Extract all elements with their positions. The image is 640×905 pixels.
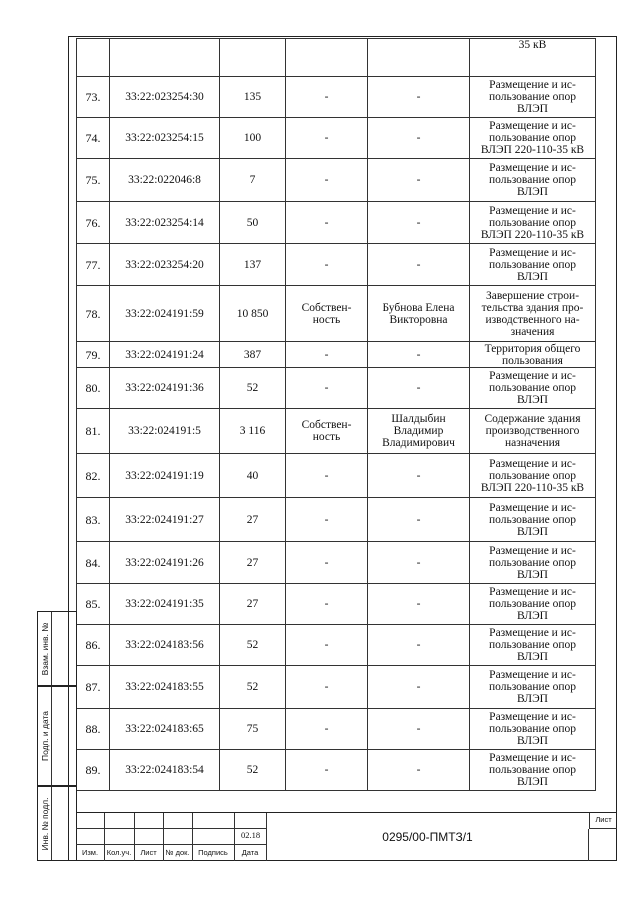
row-number-cell: 89. [77,750,110,791]
right-type-cell: - [286,625,368,666]
document-code: 0295/00-ПМТЗ/1 [382,830,473,844]
cadastral-number-cell: 33:22:024191:35 [110,584,220,625]
table-row [77,159,596,202]
area-cell: 387 [220,342,286,368]
owner-cell: - [368,750,470,791]
purpose-cell: Размещение и ис- пользование опор ВЛЭП [470,625,596,666]
side-stamp-label: Подп. и дата [39,710,50,762]
area-cell: 52 [220,666,286,709]
purpose-cell: 35 кВ [470,39,596,77]
side-stamp-label: Взам. инв. № [39,622,50,675]
col-list: Лист [140,848,157,857]
sheet-number-cell [588,829,617,861]
table-row [77,202,596,244]
right-type-cell: - [286,244,368,286]
right-type-cell: - [286,584,368,625]
purpose-cell: Территория общего пользования [470,342,596,368]
table-row [77,368,596,409]
area-cell: 7 [220,159,286,202]
cadastral-number-cell: 33:22:024191:36 [110,368,220,409]
side-stamp-inv-podl [37,786,77,861]
area-cell: 137 [220,244,286,286]
title-block [76,812,617,861]
cadastral-number-cell: 33:22:022046:8 [110,159,220,202]
cadastral-number-cell: 33:22:024183:55 [110,666,220,709]
owner-cell: - [368,666,470,709]
right-type-cell: - [286,709,368,750]
right-type-cell: - [286,750,368,791]
owner-cell: - [368,542,470,584]
area-cell: 52 [220,625,286,666]
area-cell: 10 850 [220,286,286,342]
purpose-cell: Завершение строи- тельства здания про- изводственного на- значения [470,286,596,342]
owner-cell: - [368,159,470,202]
table-row [77,286,596,342]
row-number-cell: 81. [77,409,110,454]
area-cell: 52 [220,750,286,791]
row-number-cell: 73. [77,77,110,118]
purpose-cell: Размещение и ис- пользование опор ВЛЭП 220-110-35 кВ [470,118,596,159]
area-cell: 100 [220,118,286,159]
right-type-cell: - [286,202,368,244]
cadastral-number-cell: 33:22:024183:54 [110,750,220,791]
owner-cell: - [368,77,470,118]
row-number-cell: 79. [77,342,110,368]
side-stamp-podp-data [37,686,77,786]
sheet-label: Лист [589,813,617,829]
purpose-cell: Размещение и ис- пользование опор ВЛЭП [470,159,596,202]
owner-cell: - [368,584,470,625]
row-number-cell: 76. [77,202,110,244]
purpose-cell: Размещение и ис- пользование опор ВЛЭП [470,666,596,709]
table-row [77,77,596,118]
col-no-dok: № док. [165,848,190,857]
cadastral-number-cell: 33:22:024191:24 [110,342,220,368]
row-number-cell: 83. [77,498,110,542]
right-type-cell: - [286,342,368,368]
right-type-cell: - [286,77,368,118]
purpose-cell: Размещение и ис- пользование опор ВЛЭП 220-110-35 кВ [470,202,596,244]
col-kol-uch: Кол.уч. [106,848,132,857]
right-type-cell: Собствен- ность [286,286,368,342]
purpose-cell: Размещение и ис- пользование опор ВЛЭП [470,77,596,118]
row-number-cell: 82. [77,454,110,498]
area-cell: 27 [220,584,286,625]
right-type-cell: - [286,159,368,202]
right-type-cell: - [286,368,368,409]
owner-cell: - [368,244,470,286]
right-type-cell: - [286,454,368,498]
purpose-cell: Размещение и ис- пользование опор ВЛЭП [470,498,596,542]
area-cell: 27 [220,498,286,542]
row-number-cell: 77. [77,244,110,286]
area-cell: 3 116 [220,409,286,454]
area-cell: 27 [220,542,286,584]
row-number-cell: 74. [77,118,110,159]
col-data: Дата [241,848,259,857]
row-number-cell: 75. [77,159,110,202]
row-number-cell: 80. [77,368,110,409]
owner-cell: - [368,709,470,750]
owner-cell: - [368,118,470,159]
owner-cell: - [368,454,470,498]
col-izm: Изм. [81,848,99,857]
table-row [77,118,596,159]
cadastral-number-cell: 33:22:024191:26 [110,542,220,584]
owner-cell: - [368,368,470,409]
right-type-cell: - [286,498,368,542]
right-type-cell: Собствен- ность [286,409,368,454]
cadastral-number-cell: 33:22:024183:65 [110,709,220,750]
row-number-cell: 88. [77,709,110,750]
area-cell: 50 [220,202,286,244]
table-row [77,666,596,709]
cadastral-number-cell: 33:22:024191:19 [110,454,220,498]
table-row [77,342,596,368]
table-row [77,584,596,625]
cadastral-number-cell: 33:22:023254:30 [110,77,220,118]
owner-cell: Бубнова Елена Викторовна [368,286,470,342]
table-row [77,498,596,542]
cadastral-number-cell: 33:22:024191:5 [110,409,220,454]
owner-cell: - [368,625,470,666]
purpose-cell: Размещение и ис- пользование опор ВЛЭП [470,750,596,791]
area-cell: 52 [220,368,286,409]
cadastral-number-cell: 33:22:024191:27 [110,498,220,542]
row-number-cell: 78. [77,286,110,342]
cadastral-number-cell: 33:22:023254:14 [110,202,220,244]
row-number-cell: 84. [77,542,110,584]
owner-cell: - [368,202,470,244]
owner-cell: - [368,342,470,368]
row-number-cell: 87. [77,666,110,709]
table-row [77,709,596,750]
right-type-cell: - [286,542,368,584]
area-cell: 135 [220,77,286,118]
owner-cell: - [368,498,470,542]
cadastral-number-cell: 33:22:023254:20 [110,244,220,286]
side-stamp-label: Инв. № подл. [39,797,50,850]
date-value: 02.18 [240,830,261,840]
purpose-cell: Размещение и ис- пользование опор ВЛЭП [470,244,596,286]
col-podpis: Подпись [198,848,228,857]
table-row [77,625,596,666]
row-number-cell: 86. [77,625,110,666]
owner-cell: Шалдыбин Владимир Владимирович [368,409,470,454]
land-plots-table [76,38,596,791]
area-cell: 40 [220,454,286,498]
area-cell: 75 [220,709,286,750]
cadastral-number-cell: 33:22:023254:15 [110,118,220,159]
table-row-continued [77,39,596,77]
table-row [77,454,596,498]
cadastral-number-cell: 33:22:024191:59 [110,286,220,342]
purpose-cell: Содержание здания производственного назначения [470,409,596,454]
purpose-cell: Размещение и ис- пользование опор ВЛЭП [470,542,596,584]
table-row [77,409,596,454]
side-stamp-vzam-inv [37,611,77,686]
cadastral-number-cell: 33:22:024183:56 [110,625,220,666]
table-row [77,750,596,791]
purpose-cell: Размещение и ис- пользование опор ВЛЭП [470,709,596,750]
table-row [77,244,596,286]
table-row [77,542,596,584]
right-type-cell: - [286,118,368,159]
row-number-cell: 85. [77,584,110,625]
purpose-cell: Размещение и ис- пользование опор ВЛЭП [470,584,596,625]
purpose-cell: Размещение и ис- пользование опор ВЛЭП [470,368,596,409]
right-type-cell: - [286,666,368,709]
purpose-cell: Размещение и ис- пользование опор ВЛЭП 220-110-35 кВ [470,454,596,498]
